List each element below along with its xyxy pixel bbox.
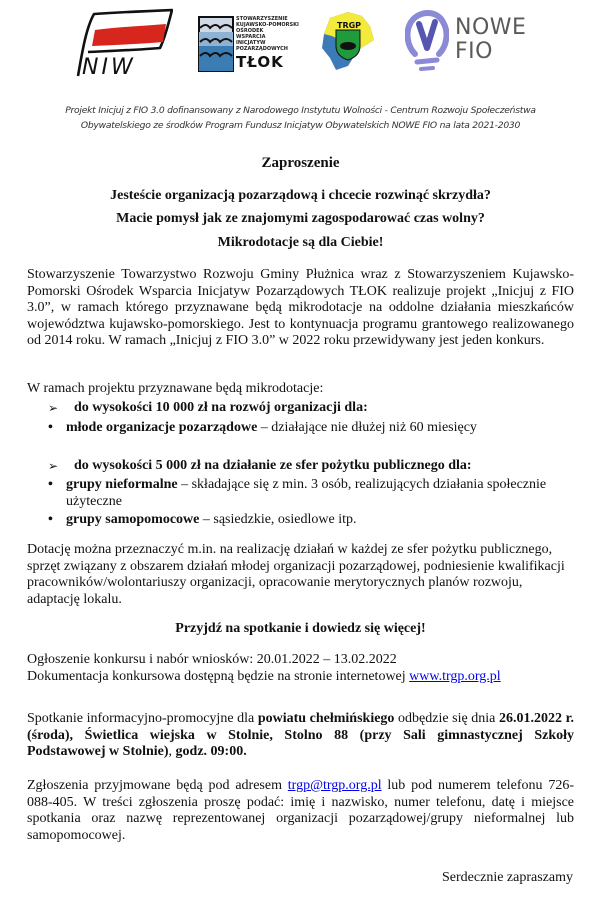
- niw-logo: [68, 8, 173, 78]
- tlok-small-text: STOWARZYSZENIE KUJAWSKO-POMORSKI OŚRODEK WSPARCIA INICJATYW POZARZĄDOWYCH: [236, 16, 299, 52]
- website-link[interactable]: www.trgp.org.pl: [409, 668, 501, 684]
- niw-flag-icon: [68, 8, 173, 78]
- tlok-name: TŁOK: [236, 53, 284, 71]
- project-funding-note: [20, 103, 581, 133]
- lightbulb-icon: [405, 10, 449, 72]
- closing-signature: Serdecznie zapraszamy: [442, 870, 573, 885]
- call-to-action: Przyjdź na spotkanie i dowiedz się więcej!: [175, 621, 426, 636]
- page-title: Zaproszenie: [261, 155, 340, 171]
- registration-info: Zgłoszenia przyjmowane będą pod adresem trgp@trgp.org.pl lub pod numerem telefonu 726-088-405. W treści zgłoszenia proszę podać: imię i nazwisko, numer telefonu, datę i miejsce spotkania oraz nazwę reprezentowanej organizacji pozarządowej/grupy nieformalnej lub samopomocowej.: [27, 778, 574, 843]
- project-note-line-1: Projekt Inicjuj z FIO 3.0 dofinansowany z Narodowego Instytutu Wolności - Centrum Rozwoju Społeczeństwa: [65, 105, 536, 116]
- arrow-bullet-icon: ➢: [48, 459, 59, 473]
- meeting-info: Spotkanie informacyjno-promocyjne dla powiatu chełmińskiego odbędzie się dnia 26.01.2022 r. (środa), Świetlica wiejska w Stolnie, Stolno 88 (przy Sali gimnastycznej Szkoły Podstawowej w Stolnie), godz. 09:00.: [27, 711, 575, 760]
- bullet-icon: •: [48, 477, 53, 492]
- bullet-icon: •: [48, 512, 53, 527]
- subtitle-question-2: Macie pomysł jak ze znajomymi zagospodarować czas wolny?: [116, 211, 485, 226]
- trgp-logo: [318, 10, 378, 72]
- nowe-fio-logo: [405, 10, 535, 72]
- nowe-fio-text: NOWE FIO: [455, 15, 527, 64]
- tlok-emblem-icon: [198, 16, 234, 72]
- tlok-logo: [198, 16, 303, 74]
- announcement: [27, 652, 574, 685]
- arrow-bullet-icon: ➢: [48, 401, 59, 415]
- usage-paragraph: Dotację można przeznaczyć m.in. na realizację działań w każdej ze sfer pożytku publicznego, sprzęt związany z obszarem działań młodej organizacji pozarządowej, podniesienie kwalifikacji pracowników/wolontariuszy organizacji, opracowanie merytorycznych planów rozwoju, adaptację lokalu.: [27, 542, 565, 607]
- trgp-map-icon: [318, 10, 378, 72]
- bullet-icon: •: [48, 420, 53, 435]
- subtitle-question-1: Jesteście organizacją pozarządową i chcecie rozwinąć skrzydła?: [110, 188, 491, 203]
- svg-text:NIW: NIW: [82, 55, 136, 78]
- announcement-dates: Ogłoszenie konkursu i nabór wniosków: 20.01.2022 – 13.02.2022: [27, 652, 397, 667]
- project-note-line-2: Obywatelskiego ze środków Program Fundusz Inicjatyw Obywatelskich NOWE FIO na lata 2021-2030: [80, 120, 521, 131]
- email-link[interactable]: trgp@trgp.org.pl: [287, 778, 382, 793]
- documentation-line: Dokumentacja konkursowa dostępną będzie na stronie internetowej www.trgp.org.pl: [27, 668, 501, 684]
- grants-lead: W ramach projektu przyznawane będą mikrodotacje:: [27, 381, 324, 396]
- subtitle-tagline: Mikrodotacje są dla Ciebie!: [217, 235, 384, 250]
- logo-header: [0, 0, 601, 90]
- intro-paragraph: Stowarzyszenie Towarzystwo Rozwoju Gminy Płużnica wraz z Stowarzyszeniem Kujawsko-Pomorski Ośrodek Wsparcia Inicjatyw Pozarządowych TŁOK realizuje projekt „Inicjuj z FIO 3.0”, w ramach którego przyznawane będą mikrodotacje na oddolne działania mieszkańców województwa kujawsko-pomorskiego. Jest to kontynuacja programu grantowego realizowanego od 2014 roku. W ramach „Inicjuj z FIO 3.0” w 2022 roku przewidywany jest jeden konkurs.: [27, 267, 574, 349]
- svg-text:TRGP: TRGP: [337, 21, 362, 30]
